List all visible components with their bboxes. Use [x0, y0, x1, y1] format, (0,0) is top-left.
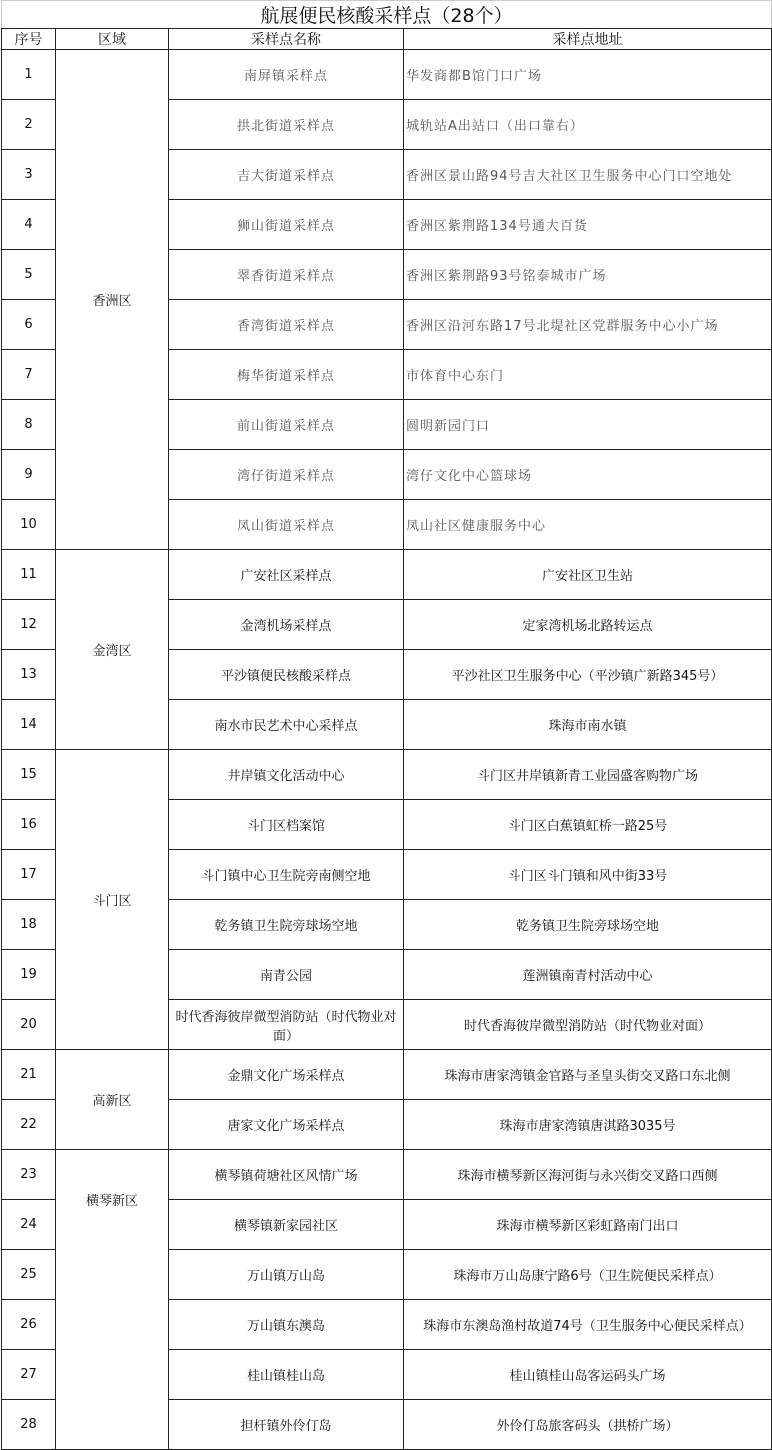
- site-name: 狮山街道采样点: [169, 200, 404, 250]
- site-address: 斗门区白蕉镇虹桥一路25号: [404, 800, 772, 850]
- site-address: 香洲区紫荆路93号铭泰城市广场: [404, 250, 772, 300]
- site-name: 横琴镇新家园社区: [169, 1200, 404, 1250]
- row-index: 18: [2, 900, 56, 950]
- row-index: 17: [2, 850, 56, 900]
- site-address: 珠海市东澳岛渔村故道74号（卫生服务中心便民采样点）: [404, 1300, 772, 1350]
- site-address: 外伶仃岛旅客码头（拱桥广场）: [404, 1400, 772, 1450]
- row-index: 20: [2, 1000, 56, 1050]
- site-name: 斗门镇中心卫生院旁南侧空地: [169, 850, 404, 900]
- sampling-points-sheet: [1, 0, 771, 1450]
- site-address: 珠海市南水镇: [404, 700, 772, 750]
- site-address: 定家湾机场北路转运点: [404, 600, 772, 650]
- site-address: 斗门区斗门镇和风中街33号: [404, 850, 772, 900]
- site-address: 圆明新园门口: [404, 400, 772, 450]
- site-address: 湾仔文化中心篮球场: [404, 450, 772, 500]
- row-index: 2: [2, 100, 56, 150]
- site-name: 前山街道采样点: [169, 400, 404, 450]
- site-name: 担杆镇外伶仃岛: [169, 1400, 404, 1450]
- site-name: 斗门区档案馆: [169, 800, 404, 850]
- header-index: 序号: [2, 29, 56, 50]
- site-name: 万山镇东澳岛: [169, 1300, 404, 1350]
- site-address: 珠海市唐家湾镇金官路与圣皇头街交叉路口东北侧: [404, 1050, 772, 1100]
- site-name: 唐家文化广场采样点: [169, 1100, 404, 1150]
- row-index: 8: [2, 400, 56, 450]
- site-address: 乾务镇卫生院旁球场空地: [404, 900, 772, 950]
- row-index: 16: [2, 800, 56, 850]
- site-name: 香湾街道采样点: [169, 300, 404, 350]
- site-name: 乾务镇卫生院旁球场空地: [169, 900, 404, 950]
- row-index: 15: [2, 750, 56, 800]
- site-name: 翠香街道采样点: [169, 250, 404, 300]
- header-name: 采样点名称: [169, 29, 404, 50]
- row-index: 19: [2, 950, 56, 1000]
- table-row: [2, 50, 772, 100]
- site-name: 南水市民艺术中心采样点: [169, 700, 404, 750]
- site-address: 香洲区景山路94号吉大社区卫生服务中心门口空地处: [404, 150, 772, 200]
- table-row: [2, 1050, 772, 1100]
- site-address: 珠海市横琴新区海河街与永兴街交叉路口西侧: [404, 1150, 772, 1200]
- row-index: 26: [2, 1300, 56, 1350]
- site-address: 广安社区卫生站: [404, 550, 772, 600]
- row-index: 12: [2, 600, 56, 650]
- row-index: 9: [2, 450, 56, 500]
- site-name: 万山镇万山岛: [169, 1250, 404, 1300]
- site-name: 广安社区采样点: [169, 550, 404, 600]
- site-address: 珠海市横琴新区彩虹路南门出口: [404, 1200, 772, 1250]
- table-row: [2, 750, 772, 800]
- row-index: 7: [2, 350, 56, 400]
- row-index: 1: [2, 50, 56, 100]
- site-name: 吉大街道采样点: [169, 150, 404, 200]
- row-index: 6: [2, 300, 56, 350]
- site-name: 拱北街道采样点: [169, 100, 404, 150]
- sampling-points-table: [1, 0, 772, 1450]
- region-cell: 高新区: [56, 1050, 169, 1150]
- site-name: 金湾机场采样点: [169, 600, 404, 650]
- row-index: 4: [2, 200, 56, 250]
- region-cell: 横琴新区: [56, 1150, 169, 1450]
- table-row: [2, 1150, 772, 1200]
- region-cell: 金湾区: [56, 550, 169, 750]
- page-title: 航展便民核酸采样点（28个）: [2, 1, 772, 29]
- site-address: 城轨站A出站口（出口靠右）: [404, 100, 772, 150]
- row-index: 21: [2, 1050, 56, 1100]
- site-address: 香洲区沿河东路17号北堤社区党群服务中心小广场: [404, 300, 772, 350]
- site-name: 南青公园: [169, 950, 404, 1000]
- site-name: 平沙镇便民核酸采样点: [169, 650, 404, 700]
- row-index: 14: [2, 700, 56, 750]
- row-index: 27: [2, 1350, 56, 1400]
- site-address: 斗门区井岸镇新青工业园盛客购物广场: [404, 750, 772, 800]
- site-address: 珠海市唐家湾镇唐淇路3035号: [404, 1100, 772, 1150]
- site-name: 湾仔街道采样点: [169, 450, 404, 500]
- site-name: 时代香海彼岸微型消防站（时代物业对面）: [169, 1000, 404, 1050]
- site-address: 时代香海彼岸微型消防站（时代物业对面）: [404, 1000, 772, 1050]
- site-name: 金鼎文化广场采样点: [169, 1050, 404, 1100]
- table-row: [2, 550, 772, 600]
- row-index: 25: [2, 1250, 56, 1300]
- site-address: 平沙社区卫生服务中心（平沙镇广新路345号）: [404, 650, 772, 700]
- region-cell: 香洲区: [56, 50, 169, 550]
- row-index: 3: [2, 150, 56, 200]
- site-address: 华发商都B馆门口广场: [404, 50, 772, 100]
- site-name: 井岸镇文化活动中心: [169, 750, 404, 800]
- site-address: 市体育中心东门: [404, 350, 772, 400]
- row-index: 23: [2, 1150, 56, 1200]
- site-address: 珠海市万山岛康宁路6号（卫生院便民采样点）: [404, 1250, 772, 1300]
- row-index: 24: [2, 1200, 56, 1250]
- header-region: 区域: [56, 29, 169, 50]
- row-index: 5: [2, 250, 56, 300]
- row-index: 10: [2, 500, 56, 550]
- site-address: 桂山镇桂山岛客运码头广场: [404, 1350, 772, 1400]
- header-row: [2, 29, 772, 50]
- site-name: 凤山街道采样点: [169, 500, 404, 550]
- site-name: 桂山镇桂山岛: [169, 1350, 404, 1400]
- site-name: 横琴镇荷塘社区风情广场: [169, 1150, 404, 1200]
- region-cell: 斗门区: [56, 750, 169, 1050]
- header-address: 采样点地址: [404, 29, 772, 50]
- row-index: 11: [2, 550, 56, 600]
- row-index: 28: [2, 1400, 56, 1450]
- site-name: 南屏镇采样点: [169, 50, 404, 100]
- row-index: 13: [2, 650, 56, 700]
- row-index: 22: [2, 1100, 56, 1150]
- site-address: 香洲区紫荆路134号通大百货: [404, 200, 772, 250]
- site-name: 梅华街道采样点: [169, 350, 404, 400]
- site-address: 凤山社区健康服务中心: [404, 500, 772, 550]
- site-address: 莲洲镇南青村活动中心: [404, 950, 772, 1000]
